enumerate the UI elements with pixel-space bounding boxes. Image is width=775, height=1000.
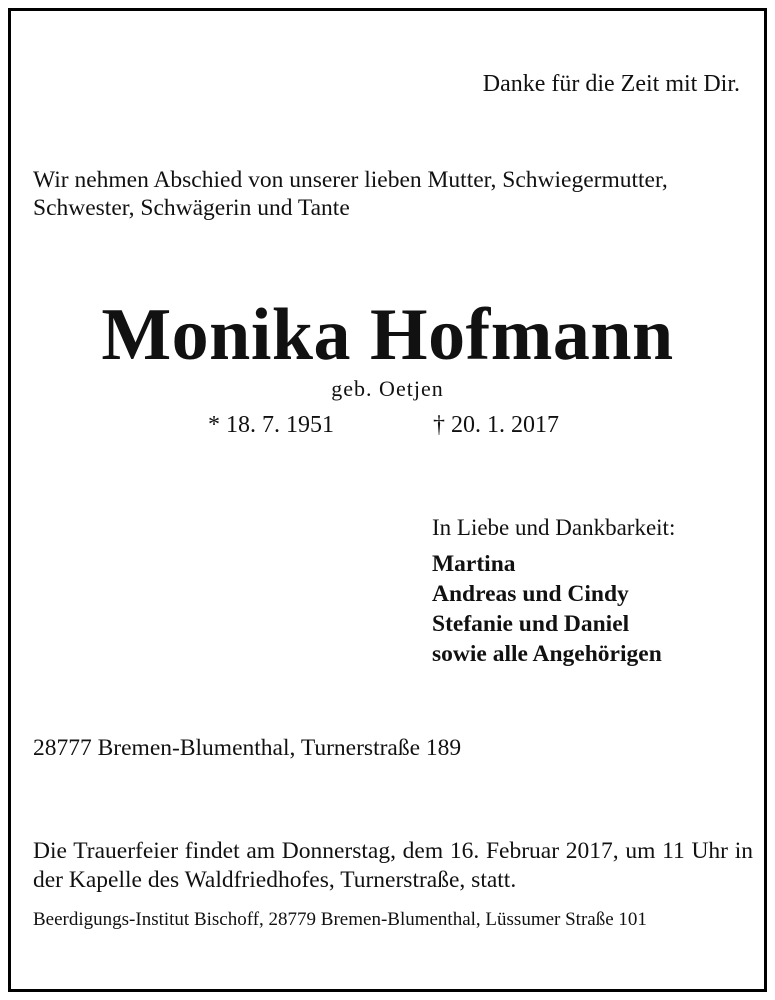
mourner: sowie alle Angehörigen — [432, 641, 662, 667]
mourners-list — [432, 549, 662, 669]
mourner: Martina — [432, 551, 516, 577]
obituary-frame — [8, 8, 767, 992]
service-announcement: Die Trauerfeier findet am Donnerstag, dem 16. Februar 2017, um 11 Uhr in der Kapelle des Waldfriedhofes, Turnerstraße, statt. — [33, 838, 753, 893]
gratitude-line: In Liebe und Dankbarkeit: — [432, 515, 676, 540]
mourner: Andreas und Cindy — [432, 581, 629, 607]
maiden-name: geb. Oetjen — [331, 376, 444, 401]
intro-text: Wir nehmen Abschied von unserer lieben Mutter, Schwiegermutter, Schwester, Schwägerin und Tante — [33, 167, 668, 221]
death-date: † 20. 1. 2017 — [433, 412, 559, 438]
birth-date: * 18. 7. 1951 — [208, 412, 334, 438]
mourner: Stefanie und Daniel — [432, 611, 630, 637]
family-address: 28777 Bremen-Blumenthal, Turnerstraße 189 — [33, 735, 462, 761]
deceased-name: Monika Hofmann — [101, 294, 674, 376]
motto: Danke für die Zeit mit Dir. — [482, 71, 740, 97]
funeral-home: Beerdigungs-Institut Bischoff, 28779 Bremen-Blumenthal, Lüssumer Straße 101 — [33, 909, 647, 930]
